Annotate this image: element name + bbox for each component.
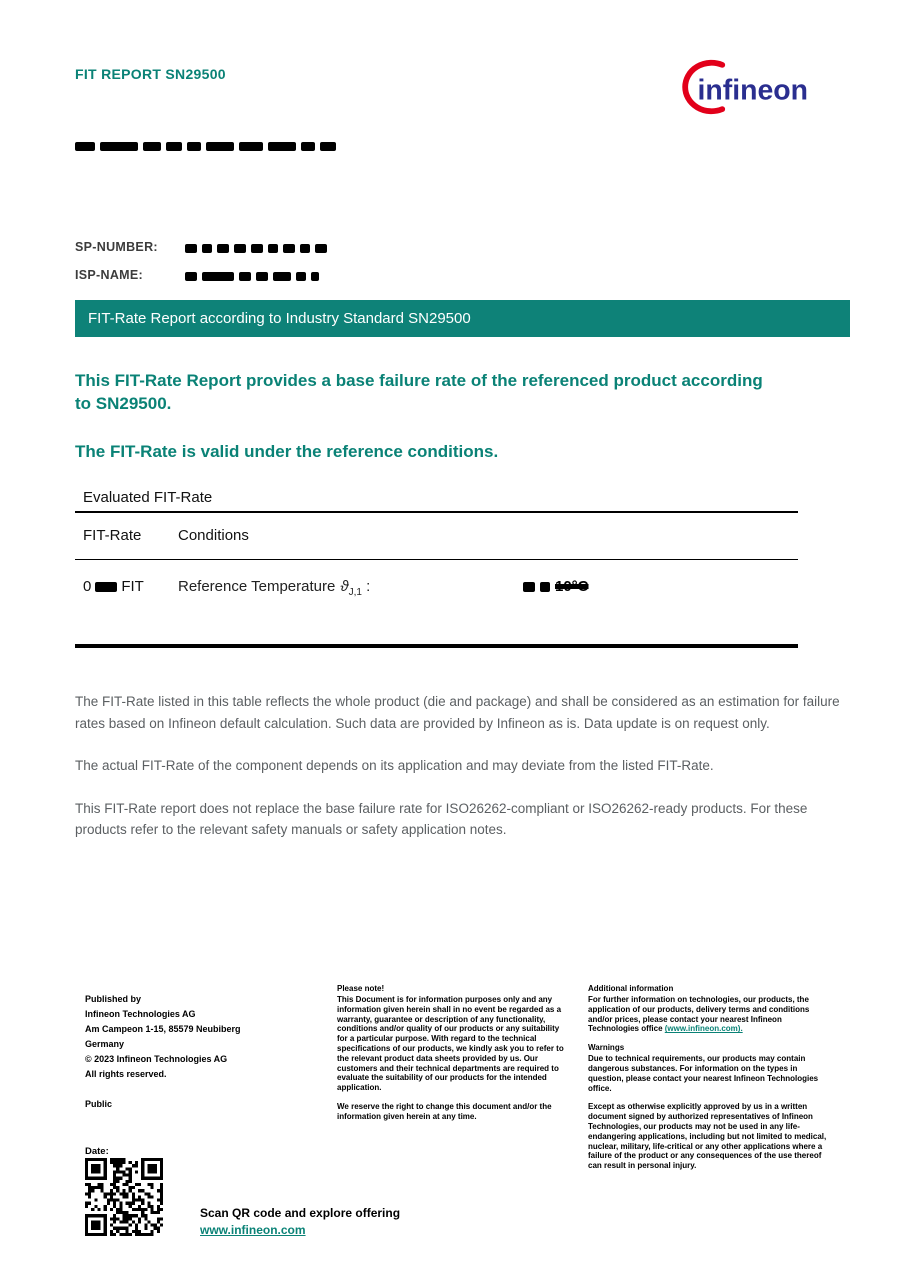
sp-number-label: SP-NUMBER: [75, 240, 158, 254]
disclaimer-body: Except as otherwise explicitly approved by us in a written document signed by authorized representatives of Infineon Technologies, our products may not be used in any life-endangering applications, including but not limited to medical, nuclear, military, life-critical or any other applications where a failure of the product or any consequences of the use thereof can result in personal injury. [588, 1102, 827, 1171]
warnings-heading: Warnings [588, 1043, 625, 1053]
sp-number-row [75, 240, 475, 254]
sp-number-redacted-value [185, 241, 332, 255]
redacted-product-name [75, 138, 341, 156]
publisher-address: Am Campeon 1-15, 85579 Neubiberg [85, 1024, 241, 1034]
footer-infineon-link[interactable]: (www.infineon.com). [664, 1024, 743, 1034]
infineon-logo-graphic [668, 56, 826, 118]
divider-bottom-thick [75, 644, 798, 648]
condition-cell [178, 578, 370, 598]
isp-name-row [75, 268, 475, 282]
fit-rate-prefix: 0 [83, 578, 92, 595]
copyright: © 2023 Infineon Technologies AG [85, 1054, 228, 1064]
report-banner-text: FIT-Rate Report according to Industry Standard SN29500 [88, 310, 471, 327]
footer-additional-info [588, 984, 833, 1180]
additional-info-body: For further information on technologies, our products, the application of our products, delivery terms and conditions and/or prices, please contact your nearest Infineon Technologies office (www.infineon.com). [588, 995, 810, 1034]
report-banner [75, 300, 850, 337]
publisher-name: Infineon Technologies AG [85, 1009, 196, 1019]
paragraph-estimation: The FIT-Rate listed in this table reflects the whole product (die and package) and shall be considered as an estimation for failure rates based on Infineon default calculation. Such data are provided by Infineon as is. Data update is on request only. [75, 694, 840, 731]
column-header-conditions: Conditions [178, 527, 249, 544]
condition-value-cell [523, 578, 589, 595]
please-note-body: This Document is for information purposes only and any information given herein shall in no event be regarded as a warranty, guarantee or description of any functionality, conditions and/or quality of our products or any suitability for a particular purpose. With regard to the technical specifications of our products, we kindly ask you to refer to the relevant product data sheets provided by us. Our customers and their technical departments are required to evaluate the suitability of our products for the intended application. [337, 995, 564, 1093]
qr-caption: Scan QR code and explore offering [200, 1206, 401, 1220]
please-note-heading: Please note! [337, 984, 385, 993]
statement-heading-1: This FIT-Rate Report provides a base failure rate of the referenced product according to SN29500. [75, 371, 763, 413]
temperature-redaction [523, 578, 555, 595]
theta-symbol: $ϑ_{J,1}$ [340, 578, 362, 598]
rights-reserved: All rights reserved. [85, 1069, 167, 1079]
document-title: FIT REPORT SN29500 [75, 66, 226, 82]
qr-infineon-link[interactable]: www.infineon.com [200, 1223, 306, 1237]
divider-header [75, 559, 798, 560]
paragraph-iso26262: This FIT-Rate report does not replace the base failure rate for ISO26262-compliant or ISO26262-ready products. For these products refer to the relevant safety manuals or safety application notes. [75, 800, 808, 837]
isp-name-redacted-value [185, 269, 324, 283]
fit-rate-unit: FIT [121, 578, 144, 595]
body-copy [75, 691, 853, 862]
change-rights-body: We reserve the right to change this document and/or the information given herein at any time. [337, 1101, 552, 1121]
fit-rate-redaction [91, 578, 121, 595]
temperature-value: 10°C [555, 578, 589, 595]
logo-wordmark: infineon [697, 74, 809, 107]
published-by-heading: Published by [85, 994, 142, 1004]
divider-top [75, 511, 798, 513]
additional-info-heading: Additional information [588, 984, 674, 993]
isp-name-label: ISP-NAME: [75, 268, 143, 282]
paragraph-application: The actual FIT-Rate of the component depends on its application and may deviate from the listed FIT-Rate. [75, 758, 714, 773]
classification-label: Public [85, 1099, 113, 1109]
infineon-logo [668, 56, 826, 118]
fit-rate-cell [83, 578, 144, 595]
footer-published-by [85, 992, 313, 1112]
condition-colon: : [366, 578, 371, 595]
table-section-title: Evaluated FIT-Rate [83, 489, 213, 506]
publisher-country: Germany [85, 1039, 125, 1049]
statement-heading-2: The FIT-Rate is valid under the reference conditions. [75, 442, 499, 461]
condition-label: Reference Temperature [178, 578, 336, 595]
qr-code [85, 1158, 163, 1236]
footer-please-note [337, 984, 566, 1131]
column-header-fit-rate: FIT-Rate [83, 527, 142, 544]
warnings-body: Due to technical requirements, our products may contain dangerous substances. For information on the types in question, please contact your nearest Infineon Technologies office. [588, 1054, 819, 1093]
date-label: Date: [85, 1146, 109, 1157]
